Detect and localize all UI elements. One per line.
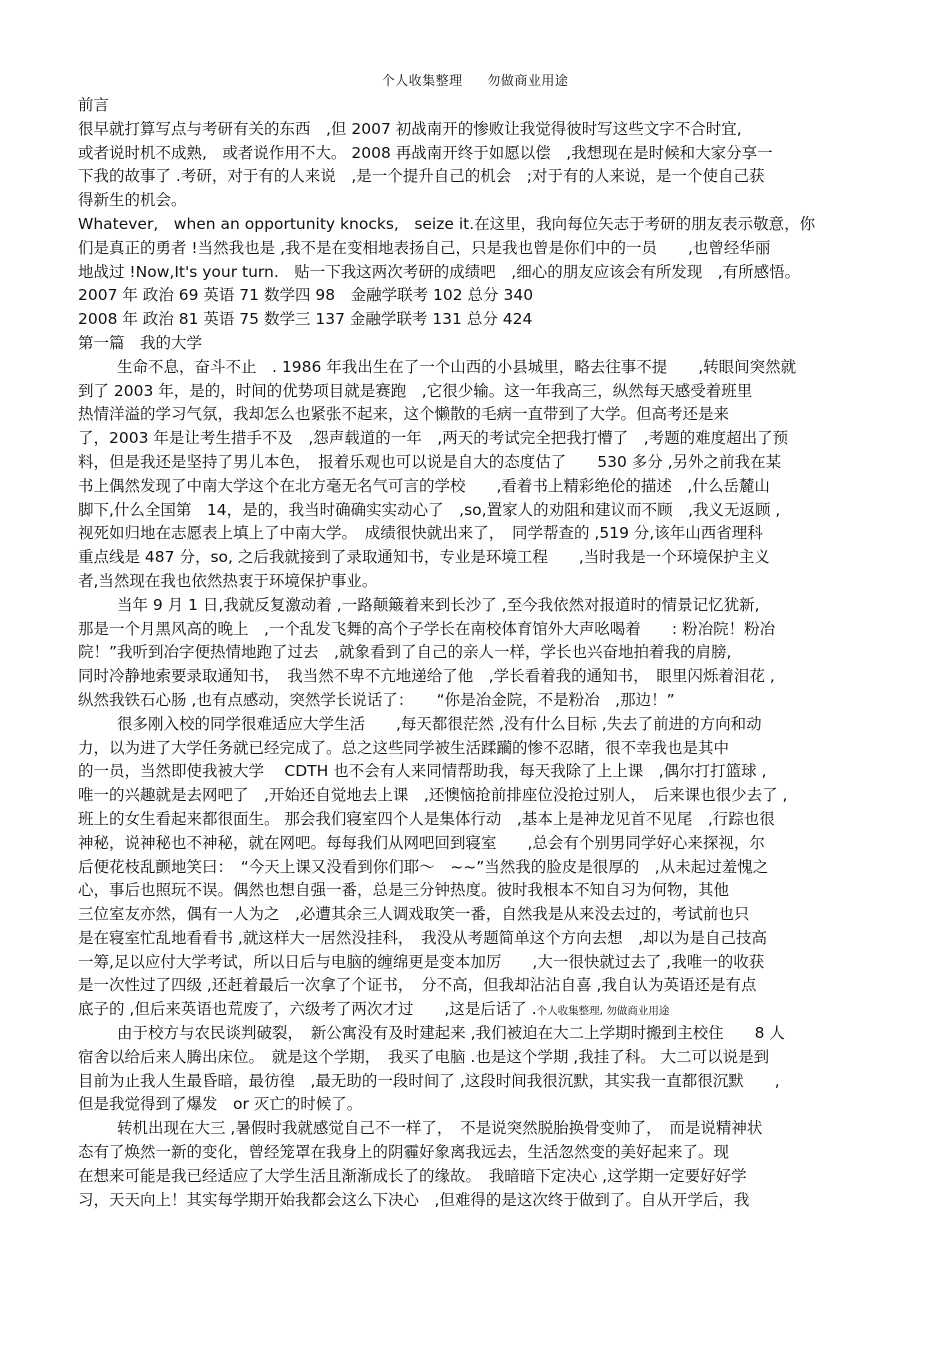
text-line: [78, 118, 883, 142]
text-line: [78, 356, 883, 380]
text-line: [78, 760, 883, 784]
text-line-content: 地战过 !Now,It's your turn. 贴一下我这两次考研的成绩吧 ,细心的朋友应该会有所发现 ,有所感悟。: [78, 262, 801, 281]
text-line: [78, 618, 883, 642]
text-line-content: 宿舍以给后来人腾出床位。 就是这个学期， 我买了电脑 .也是这个学期 ,我挂了科。 大二可以说是到: [78, 1047, 770, 1066]
text-line: [78, 570, 883, 594]
text-line: [78, 974, 883, 998]
text-line-content: 院！”我听到冶字便热情地跑了过去 ,就象看到了自己的亲人一样，学长也兴奋地拍着我的肩膀,: [78, 643, 732, 662]
text-line-content: 是一次性过了四级 ,还赶着最后一次拿了个证书， 分不高，但我却沾沾自喜 ,我自认为英语还是有点: [78, 976, 757, 995]
text-line-content: 脚下,什么全国第 14，是的，我当时确确实实动心了 ,so,置家人的劝阻和建议而不顾 ,我义无返顾 ,: [78, 500, 781, 519]
text-line-content: 料，但是我还是坚持了男儿本色， 报着乐观也可以说是自大的态度估了 530 多分 ,另外之前我在某: [78, 452, 782, 471]
text-line: [78, 879, 883, 903]
text-line: [78, 475, 883, 499]
text-line-content: 或者说时机不成熟, 或者说作用不大。 2008 再战南开终于如愿以偿 ,我想现在是时候和大家分享一: [78, 143, 773, 162]
text-line-content: 三位室友亦然，偶有一人为之 ,必遭其余三人调戏取笑一番，自然我是从来没去过的，考试前也只: [78, 905, 750, 924]
text-line: [78, 546, 883, 570]
header-left-text: 个人收集整理: [381, 74, 463, 89]
text-line: [78, 403, 883, 427]
text-line: [78, 1046, 883, 1070]
text-line-content: 后便花枝乱颤地笑曰： “今天上课又没看到你们耶～ ~~”当然我的脸皮是很厚的 ,从未起过羞愧之: [78, 857, 769, 876]
text-line: [78, 856, 883, 880]
text-line-content: 2008 年 政治 81 英语 75 数学三 137 金融学联考 131 总分 424: [78, 310, 533, 329]
text-line: [78, 832, 883, 856]
text-line-content: 目前为止我人生最昏暗，最彷徨 ,最无助的一段时间了 ,这段时间我很沉默，其实我一直都很沉默 ,: [78, 1071, 780, 1090]
text-line: [78, 237, 883, 261]
text-line-content: 同时冷静地索要录取通知书， 我当然不卑不亢地递给了他 ,学长看着我的通知书， 眼里闪烁着泪花 ,: [78, 667, 775, 686]
inline-note: 个人收集整理, 勿做商业用途: [536, 1005, 670, 1018]
text-line-content: 一筹,足以应付大学考试，所以日后与电脑的缠绵更是变本加厉 ,大一很快就过去了 ,我唯一的收获: [78, 952, 765, 971]
text-line: [78, 594, 883, 618]
text-line-content: 但是我觉得到了爆发 or 灭亡的时候了。: [78, 1095, 363, 1114]
text-line-content: 很早就打算写点与考研有关的东西 ,但 2007 初战南开的惨败让我觉得彼时写这些文字不合时宜,: [78, 119, 742, 138]
text-line: [78, 142, 883, 166]
text-line-content: 视死如归地在志愿表上填上了中南大学。 成绩很快就出来了， 同学帮查的 ,519 分,该年山西省理科: [78, 524, 763, 543]
text-line: [78, 189, 883, 213]
text-line: [78, 499, 883, 523]
page-header: [0, 70, 950, 89]
text-line: [78, 1070, 883, 1094]
text-line-content: 习，天天向上！其实每学期开始我都会这么下决心 ,但难得的是这次终于做到了。自从开学后，我: [78, 1190, 750, 1209]
text-line: [78, 213, 883, 237]
text-line: [78, 784, 883, 808]
text-line-content: 者,当然现在我也依然热衷于环境保护事业。: [78, 571, 378, 590]
text-line: [78, 165, 883, 189]
text-line-content: 们是真正的勇者 !当然我也是 ,我不是在变相地表扬自己，只是我也曾是你们中的一员 ,也曾经华丽: [78, 238, 771, 257]
text-line-content: 得新生的机会。: [78, 191, 187, 210]
text-line-content: 2007 年 政治 69 英语 71 数学四 98 金融学联考 102 总分 340: [78, 286, 534, 305]
document-body: [78, 94, 883, 1212]
text-line: [78, 451, 883, 475]
text-line-content: 前言: [78, 96, 110, 114]
text-line-content: 到了 2003 年，是的，时间的优势项目就是赛跑 ,它很少输。这一年我高三，纵然每天感受着班里: [78, 381, 753, 400]
text-line-content: 第一篇 我的大学: [78, 333, 203, 352]
text-line-content: Whatever, when an opportunity knocks, seize it.在这里，我向每位矢志于考研的朋友表示敬意，你: [78, 214, 816, 233]
text-line-content: 态有了焕然一新的变化，曾经笼罩在我身上的阴霾好象离我远去，生活忽然变的美好起来了。现: [78, 1143, 730, 1162]
text-line: [78, 1141, 883, 1165]
text-line: [78, 522, 883, 546]
text-line: [78, 737, 883, 761]
text-line-content: 班上的女生看起来都很面生。 那会我们寝室四个人是集体行动 ,基本上是神龙见首不见尾 ,行踪也很: [78, 809, 775, 828]
text-line: [78, 689, 883, 713]
text-line: [78, 380, 883, 404]
text-line: [78, 1022, 883, 1046]
text-line: [78, 1093, 883, 1117]
text-line-content: 纵然我铁石心肠 ,也有点感动，突然学长说话了： “你是冶金院，不是粉冶 ,那边！”: [78, 690, 675, 709]
text-line-content: 热情洋溢的学习气氛，我却怎么也紧张不起来，这个懒散的毛病一直带到了大学。但高考还是来: [78, 405, 730, 424]
header-right-text: 勿做商业用途: [487, 74, 569, 89]
text-line: [78, 903, 883, 927]
text-line-content: 很多刚入校的同学很难适应大学生活 ,每天都很茫然 ,没有什么目标 ,失去了前进的方向和动: [117, 714, 762, 733]
text-line-content: 唯一的兴趣就是去网吧了 ,开始还自觉地去上课 ,还懊恼抢前排座位没抢过别人， 后来课也很少去了 ,: [78, 786, 788, 805]
text-line: [78, 951, 883, 975]
text-line: [78, 665, 883, 689]
text-line-content: 的一员，当然即使我被大学 CDTH 也不会有人来同情帮助我，每天我除了上上课 ,偶尔打打篮球 ,: [78, 762, 767, 781]
text-line: [78, 998, 883, 1022]
text-line-content: 神秘，说神秘也不神秘，就在网吧。每每我们从网吧回到寝室 ,总会有个别男同学好心来探视，尔: [78, 833, 765, 852]
text-line: [78, 1117, 883, 1141]
text-line-content: 心，事后也照玩不误。偶然也想自强一番，总是三分钟热度。彼时我根本不知自习为何物，其他: [78, 881, 730, 900]
text-line-content: 是在寝室忙乱地看看书 ,就这样大一居然没挂科， 我没从考题简单这个方向去想 ,却以为是自己技高: [78, 928, 768, 947]
text-line: [78, 284, 883, 308]
text-line-content: 由于校方与农民谈判破裂， 新公寓没有及时建起来 ,我们被迫在大二上学期时搬到主校住 8 人: [117, 1024, 785, 1043]
text-line: [78, 261, 883, 285]
text-line-content: 生命不息，奋斗不止 . 1986 年我出生在了一个山西的小县城里，略去往事不提 ,转眼间突然就: [117, 357, 797, 376]
text-line: [78, 713, 883, 737]
text-line-content: 转机出现在大三 ,暑假时我就感觉自己不一样了， 不是说突然脱胎换骨变帅了， 而是说精神状: [117, 1119, 763, 1138]
text-line-content: 书上偶然发现了中南大学这个在北方毫无名气可言的学校 ,看着书上精彩绝伦的描述 ,什么岳麓山: [78, 476, 770, 495]
text-line-content: 力，以为进了大学任务就已经完成了。总之这些同学被生活蹂躏的惨不忍睹，很不幸我也是其中: [78, 738, 730, 757]
text-line: [78, 808, 883, 832]
text-line: [78, 1165, 883, 1189]
text-line: [78, 641, 883, 665]
text-line-content: 重点线是 487 分，so, 之后我就接到了录取通知书，专业是环境工程 ,当时我是一个环境保护主义: [78, 548, 770, 567]
text-line-content: 了，2003 年是让考生措手不及 ,怨声载道的一年 ,两天的考试完全把我打懵了 ,考题的难度超出了预: [78, 429, 789, 448]
text-line: [78, 332, 883, 356]
text-line: [78, 927, 883, 951]
text-line-content: 在想来可能是我已经适应了大学生活且渐渐成长了的缘故。 我暗暗下定决心 ,这学期一定要好好学: [78, 1166, 747, 1185]
text-line: [78, 94, 883, 118]
text-line-content: 当年 9 月 1 日,我就反复激动着 ,一路颠簸着来到长沙了 ,至今我依然对报道时的情景记忆犹新,: [117, 595, 760, 614]
text-line: [78, 427, 883, 451]
text-line: [78, 308, 883, 332]
text-line-content: 那是一个月黑风高的晚上 ,一个乱发飞舞的高个子学长在南校体育馆外大声吆喝着 : 粉冶院！粉冶: [78, 619, 776, 638]
text-line-content: 底子的 ,但后来英语也荒废了，六级考了两次才过 ,这是后话了 .: [78, 1000, 537, 1019]
text-line: [78, 1189, 883, 1213]
text-line-content: 下我的故事了 .考研，对于有的人来说 ,是一个提升自己的机会 ;对于有的人来说，是一个使自己获: [78, 167, 765, 186]
